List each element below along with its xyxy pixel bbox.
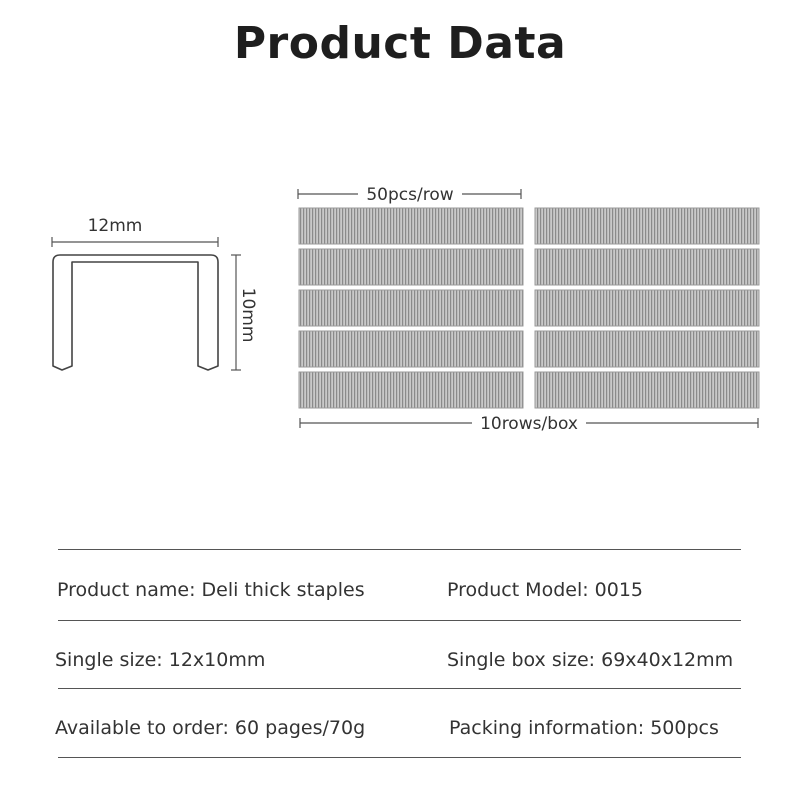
page-title: Product Data — [233, 18, 567, 69]
packing-information: Packing information: 500pcs — [449, 717, 719, 739]
staple-strip — [535, 372, 759, 408]
staple-strip — [299, 290, 523, 326]
staple-strip — [299, 331, 523, 367]
rows-per-box-label: 10rows/box — [480, 414, 578, 434]
product-name: Product name: Deli thick staples — [57, 579, 365, 601]
divider — [58, 620, 741, 621]
divider — [58, 549, 741, 550]
staple-outline — [53, 255, 218, 370]
single-box-size: Single box size: 69x40x12mm — [447, 649, 734, 671]
available-to-order: Available to order: 60 pages/70g — [55, 717, 366, 739]
width-dimension — [52, 237, 218, 247]
single-size: Single size: 12x10mm — [55, 649, 266, 671]
staple-strip — [299, 249, 523, 285]
staple-strip — [299, 208, 523, 244]
divider — [58, 757, 741, 758]
staple-strip — [299, 372, 523, 408]
staple-width-label: 12mm — [87, 216, 143, 236]
divider — [58, 688, 741, 689]
staple-strip — [535, 208, 759, 244]
per-row-label: 50pcs/row — [366, 185, 454, 205]
staple-strip — [535, 331, 759, 367]
staple-strip — [535, 249, 759, 285]
staple-strips — [299, 208, 759, 408]
staple-strip — [535, 290, 759, 326]
product-model: Product Model: 0015 — [447, 579, 644, 601]
staple-height-label: 10mm — [238, 287, 258, 343]
